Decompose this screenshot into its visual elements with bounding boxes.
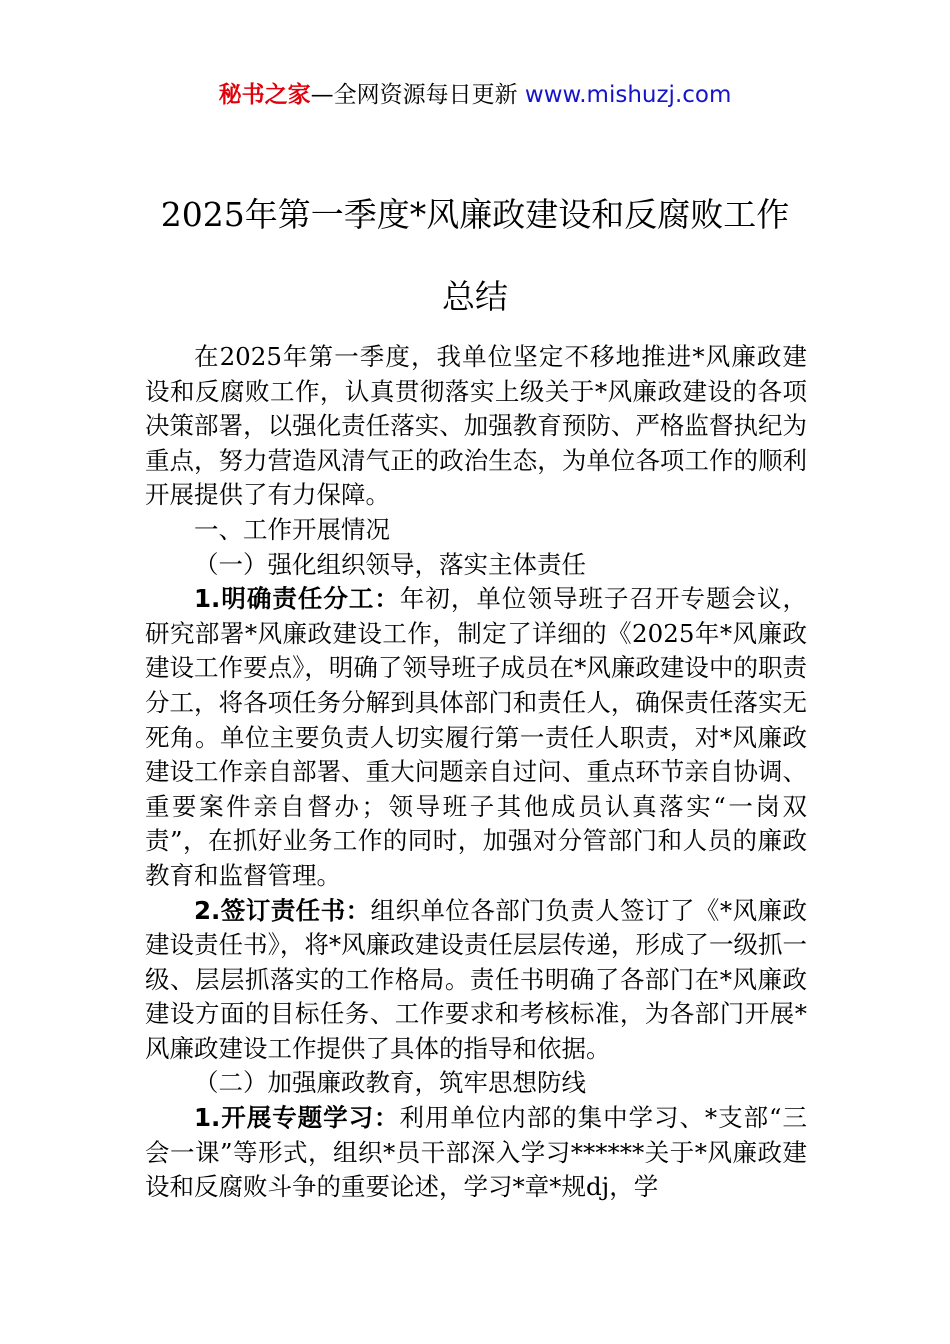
paragraph-text: 组织单位各部门负责人签订了《*风廉政建设责任书》，将*风廉政建设责任层层传递，形成了一级抓一级、层层抓落实的工作格局。责任书明确了各部门在*风廉政建设方面的目标任务、工作要求和考核标准，为各部门开展*风廉政建设工作提供了具体的指导和依据。 (145, 895, 807, 1063)
paragraph-text: 年初，单位领导班子召开专题会议，研究部署*风廉政建设工作，制定了详细的《2025年*风廉政建设工作要点》，明确了领导班子成员在*风廉政建设中的职责分工，将各项任务分解到具体部门和责任人，确保责任落实无死角。单位主要负责人切实履行第一责任人职责，对*风廉政建设工作亲自部署、重大问题亲自过问、重点环节亲自协调、重要案件亲自督办；领导班子其他成员认真落实“一岗双责”，在抓好业务工作的同时，加强对分管部门和人员的廉政教育和监督管理。 (145, 584, 807, 890)
item-paragraph-2 (145, 894, 807, 1067)
document-title-line-1: 2025年第一季度*风廉政建设和反腐败工作 (160, 195, 790, 234)
site-slogan: —全网资源每日更新 (310, 82, 518, 108)
site-name: 秘书之家 (218, 82, 311, 108)
item-lead: 2.签订责任书： (194, 895, 371, 925)
site-url-link[interactable]: www.mishuzj.com (524, 82, 732, 108)
item-lead: 1.开展专题学习： (194, 1103, 400, 1133)
subsection-heading-1 (145, 548, 807, 583)
intro-paragraph (145, 340, 807, 513)
paragraph-text: 在2025年第一季度，我单位坚定不移地推进*风廉政建设和反腐败工作，认真贯彻落实上级关于*风廉政建设的各项决策部署，以强化责任落实、加强教育预防、严格监督执纪为重点，努力营造风清气正的政治生态，为单位各项工作的顺利开展提供了有力保障。 (145, 342, 807, 510)
heading-text: （一）强化组织领导，落实主体责任 (194, 549, 586, 579)
heading-text: 一、工作开展情况 (194, 514, 390, 544)
item-lead: 1.明确责任分工： (194, 584, 400, 614)
document-title (100, 174, 850, 338)
document-body (145, 340, 807, 1205)
item-paragraph-1 (145, 582, 807, 893)
section-heading-1 (145, 513, 807, 548)
item-paragraph-3 (145, 1101, 807, 1205)
site-header (0, 78, 950, 112)
heading-text: （二）加强廉政教育，筑牢思想防线 (194, 1068, 586, 1098)
subsection-heading-2 (145, 1066, 807, 1101)
document-title-line-2: 总结 (442, 277, 508, 316)
paragraph-text: 利用单位内部的集中学习、*支部“三会一课”等形式，组织*员干部深入学习******关于*风廉政建设和反腐败斗争的重要论述，学习*章*规dj，学 (145, 1103, 807, 1202)
